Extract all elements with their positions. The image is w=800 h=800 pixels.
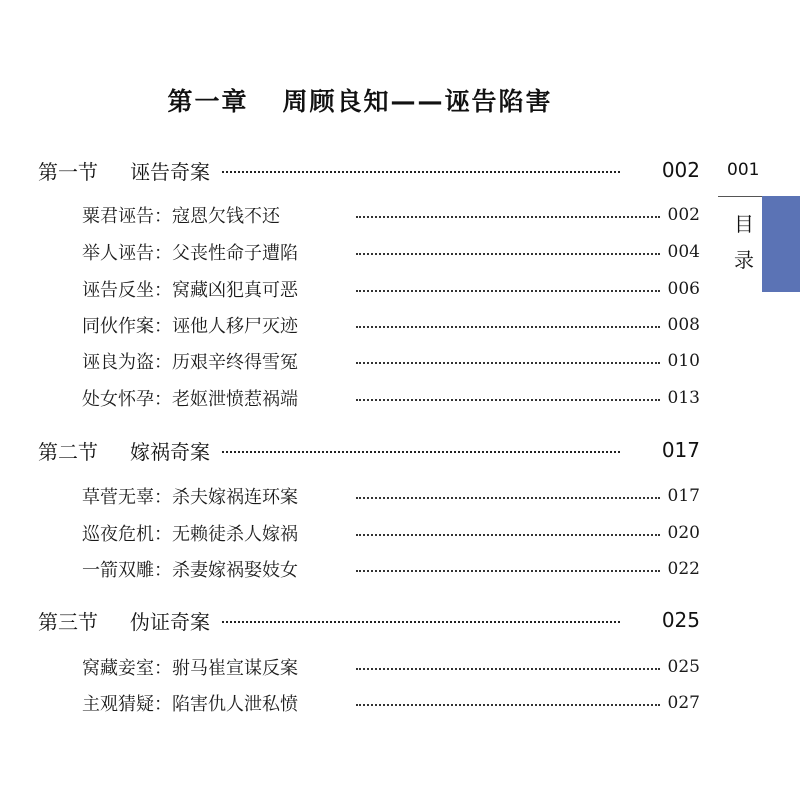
toc-entry[interactable]	[0, 201, 700, 229]
entry-page-number: 008	[667, 315, 700, 335]
section-label	[38, 156, 210, 185]
entry-page-number: 013	[667, 388, 700, 408]
toc-entry[interactable]	[0, 311, 700, 339]
entry-label: 主观猜疑：陷害仇人泄私愤	[82, 694, 298, 715]
entry-page-number: 010	[667, 351, 700, 371]
entry-page-number: 025	[667, 657, 700, 677]
entry-page-number: 002	[667, 205, 700, 225]
entry-label: 诬告反坐：窝藏凶犯真可恶	[82, 280, 298, 301]
toc-entry[interactable]	[0, 555, 700, 583]
toc-margin-label	[730, 206, 758, 278]
section-number: 第二节	[38, 439, 98, 464]
entry-label: 一箭双雕：杀妻嫁祸娶妓女	[82, 560, 298, 581]
section-title: 诬告奇案	[130, 159, 210, 184]
dot-leader	[222, 171, 620, 173]
toc-entry[interactable]	[0, 519, 700, 547]
dot-leader	[356, 253, 660, 255]
entry-label: 举人诬告：父丧性命子遭陷	[82, 243, 298, 264]
toc-margin-char-2: 录	[734, 248, 754, 272]
dot-leader	[356, 534, 660, 536]
chapter-number: 第一章	[167, 87, 249, 116]
toc-section-3[interactable]	[0, 606, 700, 634]
toc-entry[interactable]	[0, 689, 700, 717]
section-number: 第一节	[38, 159, 98, 184]
entry-label: 诬良为盗：历艰辛终得雪冤	[82, 352, 298, 373]
entry-page-number: 027	[667, 693, 700, 713]
dot-leader	[356, 326, 660, 328]
dot-leader	[356, 216, 660, 218]
dot-leader	[356, 668, 660, 670]
section-page-number: 025	[661, 608, 700, 632]
entry-label: 窝藏妾室：驸马崔宣谋反案	[82, 658, 298, 679]
section-title: 伪证奇案	[130, 609, 210, 634]
toc-color-tab	[762, 196, 800, 292]
entry-label: 处女怀孕：老妪泄愤惹祸端	[82, 389, 298, 410]
dot-leader	[356, 399, 660, 401]
dot-leader	[356, 570, 660, 572]
page-number: 001	[727, 160, 760, 180]
toc-entry[interactable]	[0, 384, 700, 412]
section-page-number: 017	[661, 438, 700, 462]
chapter-heading	[0, 82, 720, 118]
dot-leader	[356, 290, 660, 292]
toc-entry[interactable]	[0, 238, 700, 266]
toc-entry[interactable]	[0, 653, 700, 681]
entry-label: 草菅无辜：杀夫嫁祸连环案	[82, 487, 298, 508]
toc-section-1[interactable]	[0, 156, 700, 184]
entry-label: 粟君诬告：寇恩欠钱不还	[82, 206, 280, 227]
dot-leader	[356, 497, 660, 499]
section-title: 嫁祸奇案	[130, 439, 210, 464]
entry-page-number: 004	[667, 242, 700, 262]
dot-leader	[356, 362, 660, 364]
chapter-title: 周顾良知——诬告陷害	[282, 87, 553, 116]
dot-leader	[356, 704, 660, 706]
entry-page-number: 020	[667, 523, 700, 543]
dot-leader	[222, 451, 620, 453]
entry-label: 巡夜危机：无赖徒杀人嫁祸	[82, 524, 298, 545]
toc-entry[interactable]	[0, 482, 700, 510]
dot-leader	[222, 621, 620, 623]
section-page-number: 002	[661, 158, 700, 182]
toc-section-2[interactable]	[0, 436, 700, 464]
toc-margin-char-1: 目	[734, 212, 754, 236]
toc-entry[interactable]	[0, 275, 700, 303]
entry-page-number: 017	[667, 486, 700, 506]
entry-page-number: 022	[667, 559, 700, 579]
entry-page-number: 006	[667, 279, 700, 299]
section-number: 第三节	[38, 609, 98, 634]
section-label	[38, 436, 210, 465]
section-label	[38, 606, 210, 635]
entry-label: 同伙作案：诬他人移尸灭迹	[82, 316, 298, 337]
toc-entry[interactable]	[0, 347, 700, 375]
